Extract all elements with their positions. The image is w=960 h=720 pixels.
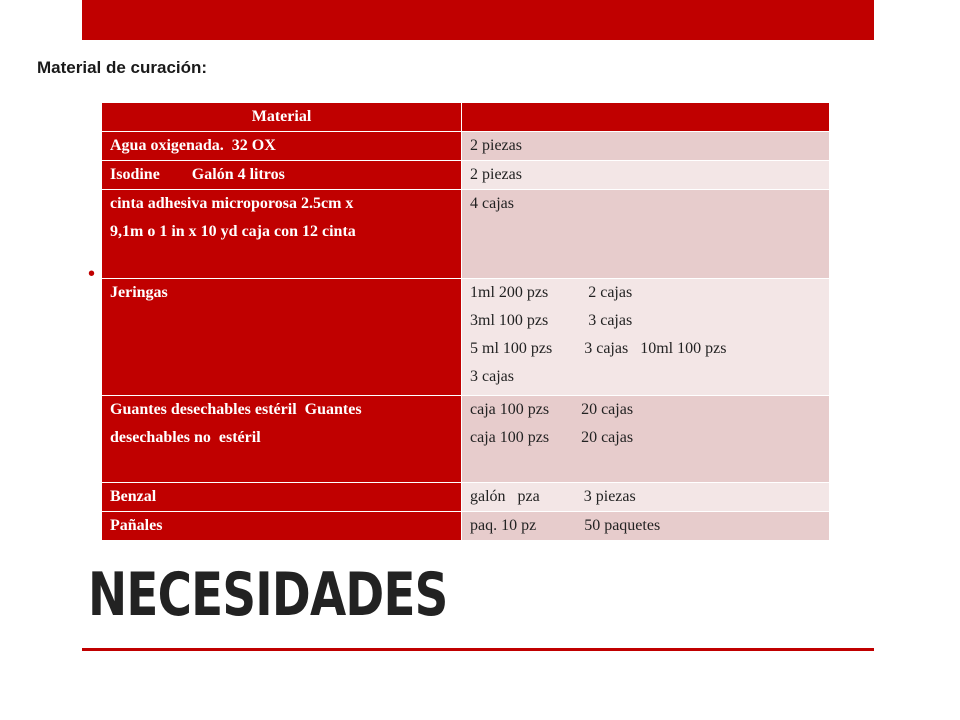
material-cell [102, 483, 462, 512]
column-header-quantity [462, 103, 830, 132]
cell-line: galón pza 3 piezas [470, 488, 636, 505]
material-cell [102, 161, 462, 190]
cell-line: caja 100 pzs 20 cajas [470, 401, 634, 418]
cell-line: 9,1m o 1 in x 10 yd caja con 12 cinta [110, 223, 356, 240]
cell-line: Isodine Galón 4 litros [110, 166, 285, 183]
cell-line: 3 cajas [470, 368, 514, 385]
table-row [102, 512, 830, 541]
cell-line: desechables no estéril [110, 429, 261, 446]
material-cell [102, 132, 462, 161]
quantity-cell [462, 190, 830, 279]
cell-line: 2 piezas [470, 137, 522, 154]
bottom-divider [82, 648, 874, 651]
quantity-cell [462, 396, 830, 483]
material-cell [102, 279, 462, 396]
table-row [102, 190, 830, 279]
section-subtitle: Material de curación: [37, 58, 208, 77]
cell-line: Guantes desechables estéril Guantes [110, 401, 362, 418]
quantity-cell [462, 132, 830, 161]
cell-line: Agua oxigenada. 32 OX [110, 137, 276, 154]
cell-line: 3ml 100 pzs 3 cajas [470, 312, 633, 329]
cell-line: 4 cajas [470, 195, 514, 212]
cell-line: Benzal [110, 488, 157, 505]
table-row [102, 279, 830, 396]
table-header-row [102, 103, 830, 132]
slide-title: NECESIDADES [88, 560, 448, 630]
cell-line: paq. 10 pz 50 paquetes [470, 517, 661, 534]
cell-line: 1ml 200 pzs 2 cajas [470, 284, 633, 301]
table-row [102, 483, 830, 512]
table-row [102, 161, 830, 190]
cell-line: Pañales [110, 517, 163, 534]
column-header-material: Material [102, 103, 462, 132]
quantity-cell [462, 512, 830, 541]
material-cell [102, 512, 462, 541]
cell-line: caja 100 pzs 20 cajas [470, 429, 634, 446]
bullet-icon: • [88, 263, 96, 285]
material-cell [102, 190, 462, 279]
cell-line: 2 piezas [470, 166, 522, 183]
quantity-cell [462, 161, 830, 190]
quantity-cell [462, 279, 830, 396]
top-accent-bar [82, 0, 874, 40]
table-row [102, 396, 830, 483]
quantity-cell [462, 483, 830, 512]
cell-line: 5 ml 100 pzs 3 cajas 10ml 100 pzs [470, 340, 727, 357]
materials-table [101, 102, 830, 541]
cell-line: Jeringas [110, 284, 168, 301]
table-row [102, 132, 830, 161]
cell-line: cinta adhesiva microporosa 2.5cm x [110, 195, 354, 212]
material-cell [102, 396, 462, 483]
